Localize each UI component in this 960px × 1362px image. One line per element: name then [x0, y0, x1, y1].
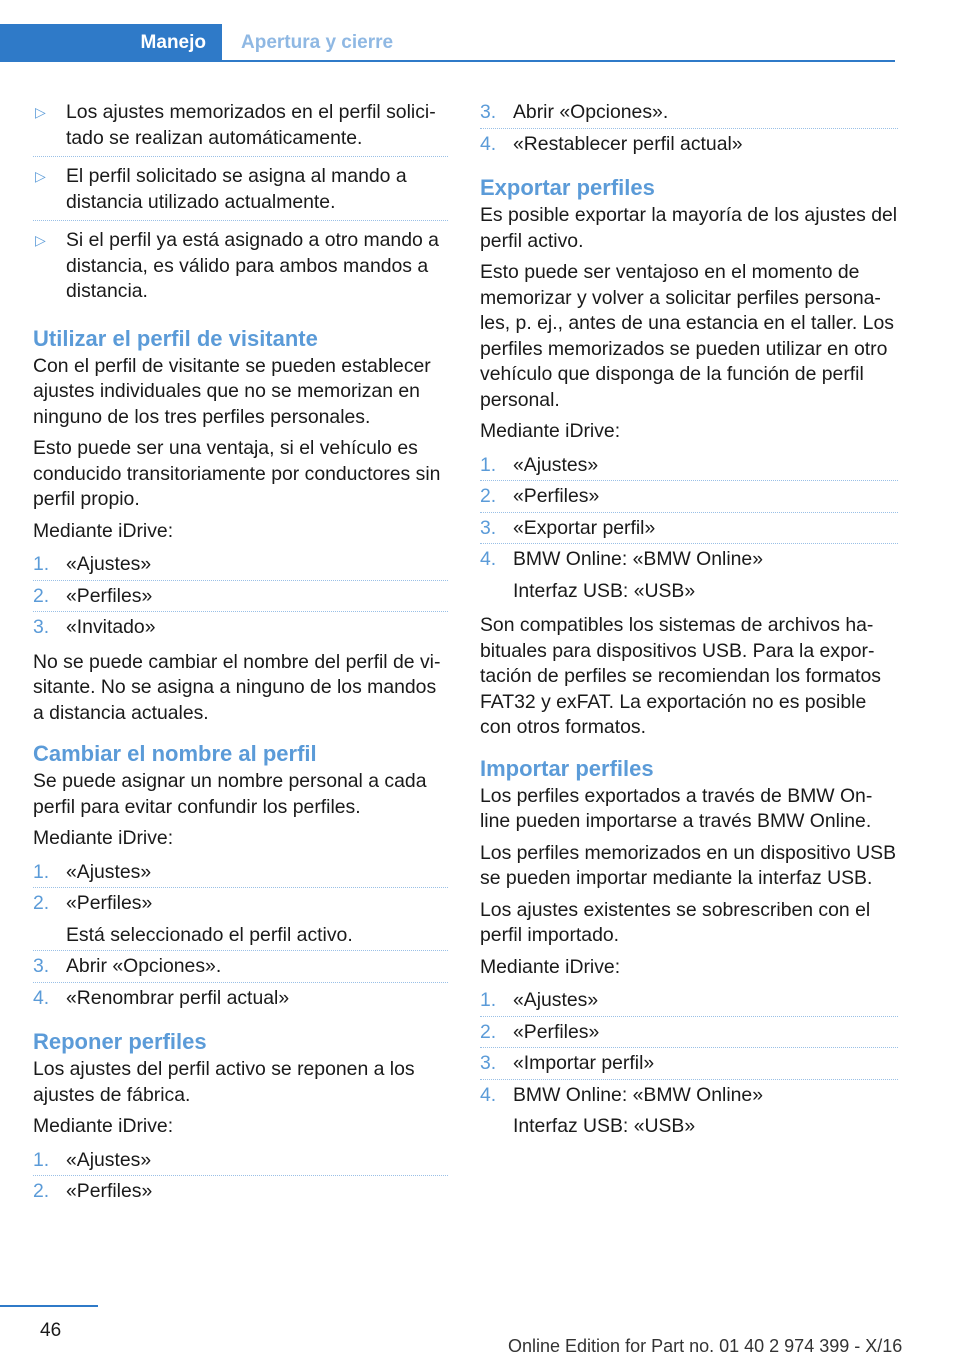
section-tab-apertura[interactable]: Apertura y cierre	[241, 32, 394, 53]
step-list	[480, 988, 898, 1143]
step-item: 2. «Perfiles»	[480, 1020, 898, 1049]
paragraph: Son compatibles los sistemas de archivos ha‐ bituales para dispositivos USB. Para la expor‐ tación de perfiles se recomiendan los formatos FAT32 y exFAT. La exportación no es posible con otros formatos.	[480, 614, 881, 738]
heading-rename-profile: Cambiar el nombre al perfil	[33, 741, 317, 766]
paragraph: Los ajustes del perfil activo se reponen a los ajustes de fábrica.	[33, 1058, 415, 1106]
paragraph: Los perfiles memorizados en un dispositivo USB se pueden importar mediante la interfaz USB.	[480, 841, 897, 889]
step-list	[480, 100, 898, 160]
step-item: 1. «Ajustes»	[480, 988, 898, 1017]
edition-note: Online Edition for Part no. 01 40 2 974 399 - X/16	[508, 1336, 903, 1356]
header-rule	[0, 60, 895, 62]
step-item: 2. «Perfiles»	[33, 1180, 153, 1202]
step-list	[33, 552, 448, 644]
step-item: 3. «Exportar perfil»	[480, 516, 898, 545]
step-item: 4. BMW Online: «BMW Online» Interfaz USB: «USB»	[480, 548, 763, 602]
paragraph: No se puede cambiar el nombre del perfil de vi‐ sitante. No se asigna a ninguno de los mandos a distancia actuales.	[33, 650, 441, 724]
section-tab-manejo[interactable]: Manejo	[0, 24, 222, 62]
step-item: 2. «Perfiles»	[33, 584, 448, 613]
paragraph: Esto puede ser ventajoso en el momento de memorizar y volver a solicitar perfiles persona‐ les, p. ej., antes de una estancia en el taller. Los perfiles memorizados se pueden utilizar en otro vehículo que disponga de la función de perfil personal.	[480, 261, 894, 411]
heading-import-profiles: Importar perfiles	[480, 755, 654, 781]
paragraph: Mediante iDrive:	[480, 420, 621, 442]
list-item: ▷ El perfil solicitado se asigna al mando a distancia utilizado actualmente.	[33, 164, 448, 221]
step-list	[33, 1148, 448, 1208]
left-column	[33, 100, 448, 1214]
paragraph: Los ajustes existentes se sobrescriben con el perfil importado.	[480, 898, 871, 946]
page-header	[0, 24, 895, 62]
paragraph: Con el perfil de visitante se pueden establecer ajustes individuales que no se memorizan en ninguno de los tres perfiles personales.	[33, 354, 431, 428]
heading-visitor-profile: Utilizar el perfil de visitante	[33, 325, 318, 351]
step-item: 3. «Importar perfil»	[480, 1051, 898, 1080]
page-number: 46	[40, 1320, 62, 1341]
paragraph: Mediante iDrive:	[33, 1115, 174, 1137]
step-item: 3. «Invitado»	[33, 616, 156, 638]
paragraph: Mediante iDrive:	[33, 519, 174, 542]
paragraph: Se puede asignar un nombre personal a cada perfil para evitar confundir los perfiles.	[33, 770, 427, 818]
triangle-bullet-icon: ▷	[35, 232, 46, 248]
step-item: 3. Abrir «Opciones».	[480, 100, 898, 129]
step-item: 4. «Renombrar perfil actual»	[33, 986, 290, 1009]
footer-rule	[0, 1305, 98, 1307]
heading-reset-profiles: Reponer perfiles	[33, 1029, 207, 1054]
step-list	[480, 453, 898, 608]
paragraph: Es posible exportar la mayoría de los ajustes del perfil activo.	[480, 204, 898, 252]
heading-export-profiles: Exportar perfiles	[480, 175, 655, 200]
bullet-list	[33, 100, 448, 311]
step-item: 1. «Ajustes»	[33, 860, 448, 889]
step-item: 2. «Perfiles»	[480, 484, 898, 513]
paragraph: Mediante iDrive:	[33, 827, 174, 849]
paragraph: Mediante iDrive:	[480, 955, 621, 978]
list-item: ▷ Si el perfil ya está asignado a otro mando a distancia, es válido para ambos mandos a distancia.	[35, 229, 439, 302]
step-item: 4. BMW Online: «BMW Online» Interfaz USB: «USB»	[480, 1083, 763, 1137]
step-item: 4. «Restablecer perfil actual»	[480, 132, 743, 155]
step-item: 2. «Perfiles» Está seleccionado el perfil activo.	[33, 891, 448, 951]
right-column	[480, 100, 898, 1149]
paragraph: Los perfiles exportados a través de BMW On‐ line pueden importarse a través BMW Online.	[480, 784, 873, 832]
list-item: ▷ Los ajustes memorizados en el perfil solici‐ tado se realizan automáticamente.	[33, 100, 448, 157]
triangle-bullet-icon: ▷	[35, 168, 46, 184]
paragraph: Esto puede ser una ventaja, si el vehículo es conducido transitoriamente por conductores sin perfil propio.	[33, 437, 441, 510]
step-item: 1. «Ajustes»	[33, 552, 448, 581]
triangle-bullet-icon: ▷	[35, 104, 46, 120]
step-item: 1. «Ajustes»	[480, 453, 898, 482]
step-list	[33, 860, 448, 1015]
step-item: 1. «Ajustes»	[33, 1148, 448, 1177]
step-item: 3. Abrir «Opciones».	[33, 954, 448, 983]
